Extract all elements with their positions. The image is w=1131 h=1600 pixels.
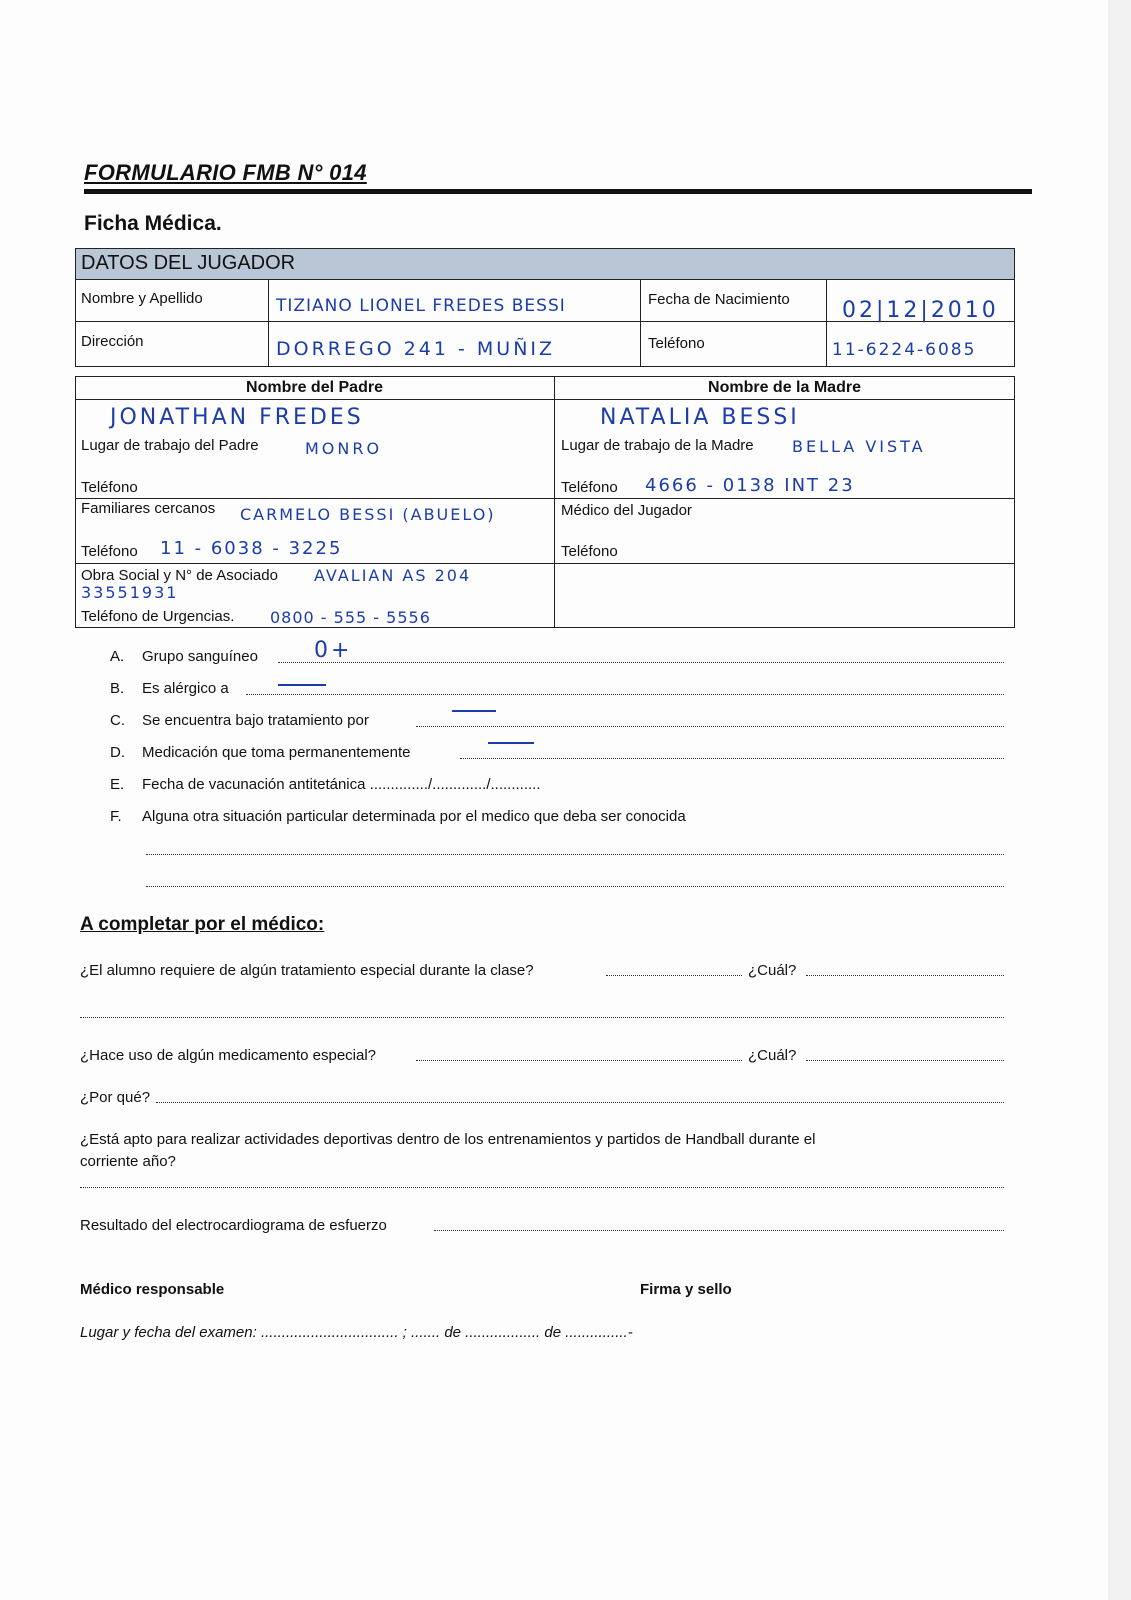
place-date-row <box>80 1324 633 1341</box>
doctor-q2-which-line[interactable] <box>806 1060 1004 1061</box>
question-d: D. Medicación que toma permanentemente <box>110 744 411 761</box>
question-f-line-2[interactable] <box>146 886 1004 887</box>
divider <box>826 279 827 367</box>
name-label: Nombre y Apellido <box>81 290 203 307</box>
answer-dash <box>488 742 534 744</box>
question-f-line-1[interactable] <box>146 854 1004 855</box>
divider <box>554 376 555 628</box>
question-c-line[interactable] <box>416 726 1004 727</box>
mother-work-field[interactable]: BELLA VISTA <box>792 437 926 456</box>
name-field[interactable]: TIZIANO LIONEL FREDES BESSI <box>276 296 566 316</box>
signature-label: Firma y sello <box>640 1281 732 1298</box>
relatives-field[interactable]: CARMELO BESSI (ABUELO) <box>240 505 496 524</box>
answer-dash <box>278 684 326 686</box>
question-a: A. Grupo sanguíneo <box>110 648 258 665</box>
doctor-q1-which: ¿Cuál? <box>748 962 797 979</box>
divider <box>640 279 641 367</box>
doctor-q2-line[interactable] <box>416 1060 742 1061</box>
doctor-q5: Resultado del electrocardiograma de esfuerzo <box>80 1217 387 1234</box>
insurance-field[interactable]: AVALIAN AS 204 <box>314 566 472 585</box>
doctor-q1-extra-line[interactable] <box>80 1017 1004 1018</box>
doctor-q1-which-line[interactable] <box>806 975 1004 976</box>
mother-name-field[interactable]: NATALIA BESSI <box>600 405 800 430</box>
divider <box>75 279 1015 280</box>
doctor-q4-line1: ¿Está apto para realizar actividades deportivas dentro de los entrenamientos y partidos de Handball durante el <box>80 1131 816 1148</box>
place-date-label: Lugar y fecha del examen: <box>80 1324 257 1341</box>
insurance-number-field[interactable]: 33551931 <box>81 583 179 602</box>
question-e: E. Fecha de vacunación antitetánica ............../............./............ <box>110 776 541 793</box>
doctor-q3-line[interactable] <box>156 1102 1004 1103</box>
form-title: FORMULARIO FMB N° 014 <box>84 160 367 185</box>
address-label: Dirección <box>81 333 144 350</box>
father-phone-label: Teléfono <box>81 479 138 496</box>
mother-phone-label: Teléfono <box>561 479 618 496</box>
title-rule <box>84 189 1032 194</box>
emergency-label: Teléfono de Urgencias. <box>81 608 235 625</box>
divider <box>268 279 269 367</box>
doctor-phone-label: Teléfono <box>561 543 618 560</box>
birth-label: Fecha de Nacimiento <box>648 291 790 308</box>
relatives-phone-field[interactable]: 11 - 6038 - 3225 <box>160 538 343 559</box>
doctor-q4-line2: corriente año? <box>80 1153 176 1170</box>
section-player-title: DATOS DEL JUGADOR <box>75 248 1015 279</box>
question-d-line[interactable] <box>460 758 1004 759</box>
question-c: C. Se encuentra bajo tratamiento por <box>110 712 369 729</box>
answer-dash <box>452 710 496 712</box>
scan-edge <box>1108 0 1131 1600</box>
doctor-label: Médico del Jugador <box>561 502 692 519</box>
mother-phone-field[interactable]: 4666 - 0138 INT 23 <box>645 475 855 496</box>
question-f: F. Alguna otra situación particular determinada por el medico que deba ser conocida <box>110 808 686 825</box>
responsible-doctor-label: Médico responsable <box>80 1281 225 1298</box>
doctor-q1: ¿El alumno requiere de algún tratamiento especial durante la clase? <box>80 962 534 979</box>
place-date-field[interactable]: ................................. ; ....... de .................. de ...............- <box>260 1324 633 1341</box>
doctor-q4-answer-line[interactable] <box>80 1187 1004 1188</box>
relatives-label: Familiares cercanos <box>81 500 216 517</box>
question-a-line[interactable] <box>278 662 1004 663</box>
divider <box>75 563 1015 564</box>
question-b: B. Es alérgico a <box>110 680 229 697</box>
divider <box>75 498 1015 499</box>
relatives-phone-label: Teléfono <box>81 543 138 560</box>
phone-label: Teléfono <box>648 335 705 352</box>
phone-field[interactable]: 11-6224-6085 <box>832 340 977 360</box>
blood-type-answer[interactable]: 0+ <box>314 638 353 663</box>
doctor-q3: ¿Por qué? <box>80 1089 151 1106</box>
page-subtitle: Ficha Médica. <box>84 212 222 235</box>
father-name-field[interactable]: JONATHAN FREDES <box>110 405 364 430</box>
emergency-field[interactable]: 0800 - 555 - 5556 <box>270 608 431 627</box>
father-work-field[interactable]: MONRO <box>305 439 383 458</box>
birth-field[interactable]: 02|12|2010 <box>842 298 999 323</box>
doctor-q5-line[interactable] <box>434 1230 1004 1231</box>
doctor-q2: ¿Hace uso de algún medicamento especial? <box>80 1047 377 1064</box>
doctor-section-title: A completar por el médico: <box>80 914 325 935</box>
mother-work-label: Lugar de trabajo de la Madre <box>561 437 754 454</box>
father-header: Nombre del Padre <box>246 379 383 396</box>
father-work-label: Lugar de trabajo del Padre <box>81 437 259 454</box>
mother-header: Nombre de la Madre <box>708 379 861 396</box>
insurance-label: Obra Social y N° de Asociado <box>81 567 278 584</box>
doctor-q2-which: ¿Cuál? <box>748 1047 797 1064</box>
divider <box>75 399 1015 400</box>
question-b-line[interactable] <box>246 694 1004 695</box>
address-field[interactable]: DORREGO 241 - MUÑIZ <box>276 338 556 360</box>
doctor-q1-line[interactable] <box>606 975 742 976</box>
